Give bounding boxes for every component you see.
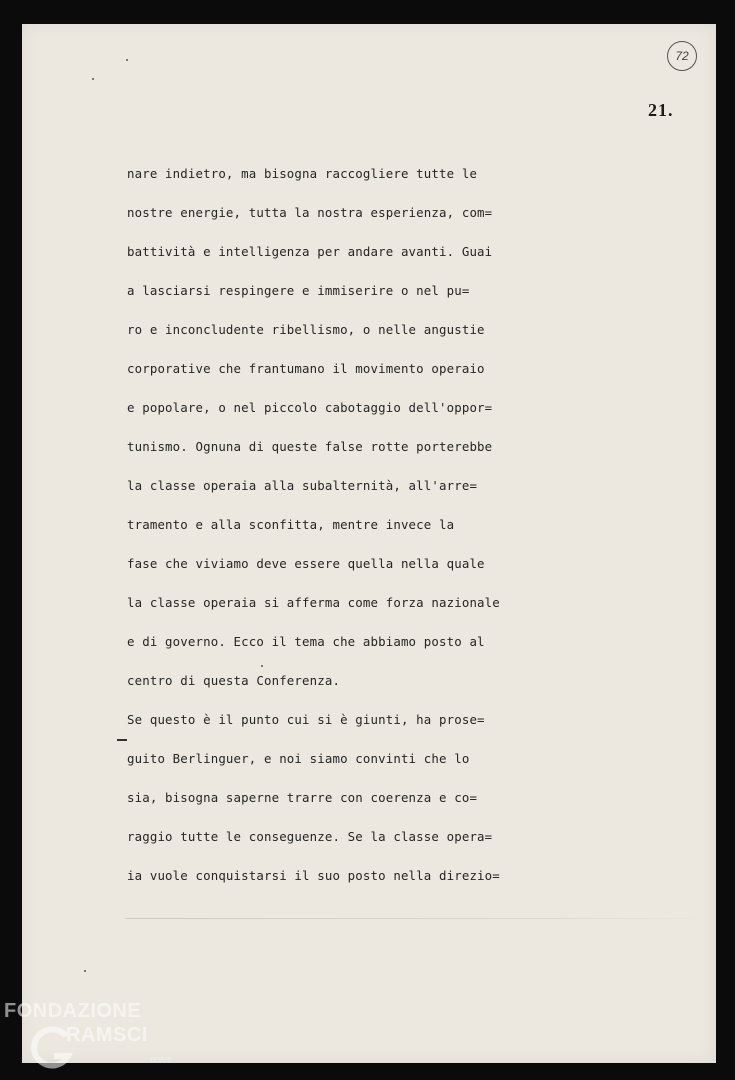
text-line: tramento e alla sconfitta, mentre invece la xyxy=(127,517,455,532)
text-line: nare indietro, ma bisogna raccogliere tutte le xyxy=(127,166,478,181)
text-line: battività e intelligenza per andare avanti. Guai xyxy=(127,244,493,259)
speck xyxy=(84,970,86,972)
watermark-suffix: onlus xyxy=(150,1054,172,1064)
page-number: 21. xyxy=(648,100,674,120)
text-line: Se questo è il punto cui si è giunti, ha prose= xyxy=(127,712,485,727)
faint-line xyxy=(125,918,715,919)
speck xyxy=(92,78,94,80)
speck xyxy=(261,665,263,667)
text-line: ia vuole conquistarsi il suo posto nella direzio= xyxy=(127,868,500,883)
text-line: guito Berlinguer, e noi siamo convinti che lo xyxy=(127,751,470,766)
typewritten-text xyxy=(127,162,547,903)
speck xyxy=(126,59,128,61)
fondazione-gramsci-watermark xyxy=(0,1000,200,1080)
text-line: nostre energie, tutta la nostra esperienza, com= xyxy=(127,205,493,220)
text-line: ro e inconcludente ribellismo, o nelle angustie xyxy=(127,322,485,337)
text-line: corporative che frantumano il movimento operaio xyxy=(127,361,485,376)
text-line: e popolare, o nel piccolo cabotaggio dell'oppor= xyxy=(127,400,493,415)
text-line: la classe operaia si afferma come forza nazionale xyxy=(127,595,500,610)
watermark-line2: RAMSCI xyxy=(66,1024,148,1046)
text-line: fase che viviamo deve essere quella nella quale xyxy=(127,556,485,571)
text-line: centro di questa Conferenza. xyxy=(127,673,341,688)
text-line: sia, bisogna saperne trarre con coerenza e co= xyxy=(127,790,478,805)
text-line: tunismo. Ognuna di queste false rotte porterebbe xyxy=(127,439,493,454)
text-line: la classe operaia alla subalternità, all'arre= xyxy=(127,478,478,493)
archive-number-stamp: 72 xyxy=(667,41,697,71)
text-line: raggio tutte le conseguenze. Se la classe opera= xyxy=(127,829,493,844)
text-line: e di governo. Ecco il tema che abbiamo posto al xyxy=(127,634,485,649)
watermark-line1: FONDAZIONE xyxy=(4,1000,142,1022)
text-line: a lasciarsi respingere e immiserire o nel pu= xyxy=(127,283,470,298)
margin-dash-mark xyxy=(117,739,127,741)
